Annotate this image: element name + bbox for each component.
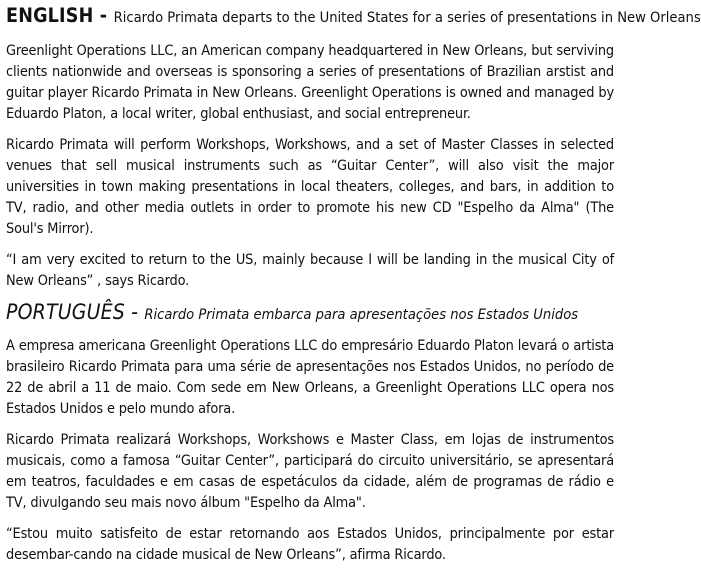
portuguese-heading-text: Ricardo Primata embarca para apresentações nos Estados Unidos <box>144 306 579 323</box>
english-paragraph-1: Greenlight Operations LLC, an American company headquartered in New Orleans, but serviving clients nationwide and overseas is sponsoring a series of presentations of Brazilian arstist and guitar player Ricardo Primata in New Orleans. Greenlight Operations is owned and managed by Eduardo Platon, a local writer, global enthusiast, and social entrepreneur. <box>6 43 614 122</box>
portuguese-heading-lang: PORTUGUÊS - <box>6 300 145 324</box>
portuguese-paragraph-3: “Estou muito satisfeito de estar retornando aos Estados Unidos, principalmente por estar desembar-cando na cidade musical de New Orleans”, afirma Ricardo. <box>6 526 614 563</box>
portuguese-paragraph-1: A empresa americana Greenlight Operations LLC do empresário Eduardo Platon levará o artista brasileiro Ricardo Primata para uma série de apresentações nos Estados Unidos, no período de 22 de abril a 11 de maio. Com sede em New Orleans, a Greenlight Operations LLC opera nos Estados Unidos e pelo mundo afora. <box>6 338 614 417</box>
english-paragraph-3: “I am very excited to return to the US, mainly because I will be landing in the musical City of New Orleans” , says Ricardo. <box>6 252 614 289</box>
english-heading-text: Ricardo Primata departs to the United States for a series of presentations in New Orleans <box>113 9 701 26</box>
portuguese-heading <box>6 301 614 326</box>
english-heading <box>6 4 701 29</box>
english-section <box>6 4 701 292</box>
portuguese-paragraph-2: Ricardo Primata realizará Workshops, Workshows e Master Class, em lojas de instrumentos musicais, como a famosa “Guitar Center”, participará do circuito universitário, se apresentará em teatros, faculdades e em casas de espetáculos da cidade, além de programas de rádio e TV, divulgando seu mais novo álbum "Espelho da Alma". <box>6 432 614 511</box>
portuguese-section <box>6 301 614 566</box>
english-heading-lang: ENGLISH - <box>6 4 114 27</box>
english-paragraph-2: Ricardo Primata will perform Workshops, Workshows, and a set of Master Classes in selected venues that sell musical instruments such as “Guitar Center”, will also visit the major universities in town making presentations in local theaters, colleges, and bars, in addition to TV, radio, and other media outlets in order to promote his new CD "Espelho da Alma" (The Soul's Mirror). <box>6 137 614 237</box>
